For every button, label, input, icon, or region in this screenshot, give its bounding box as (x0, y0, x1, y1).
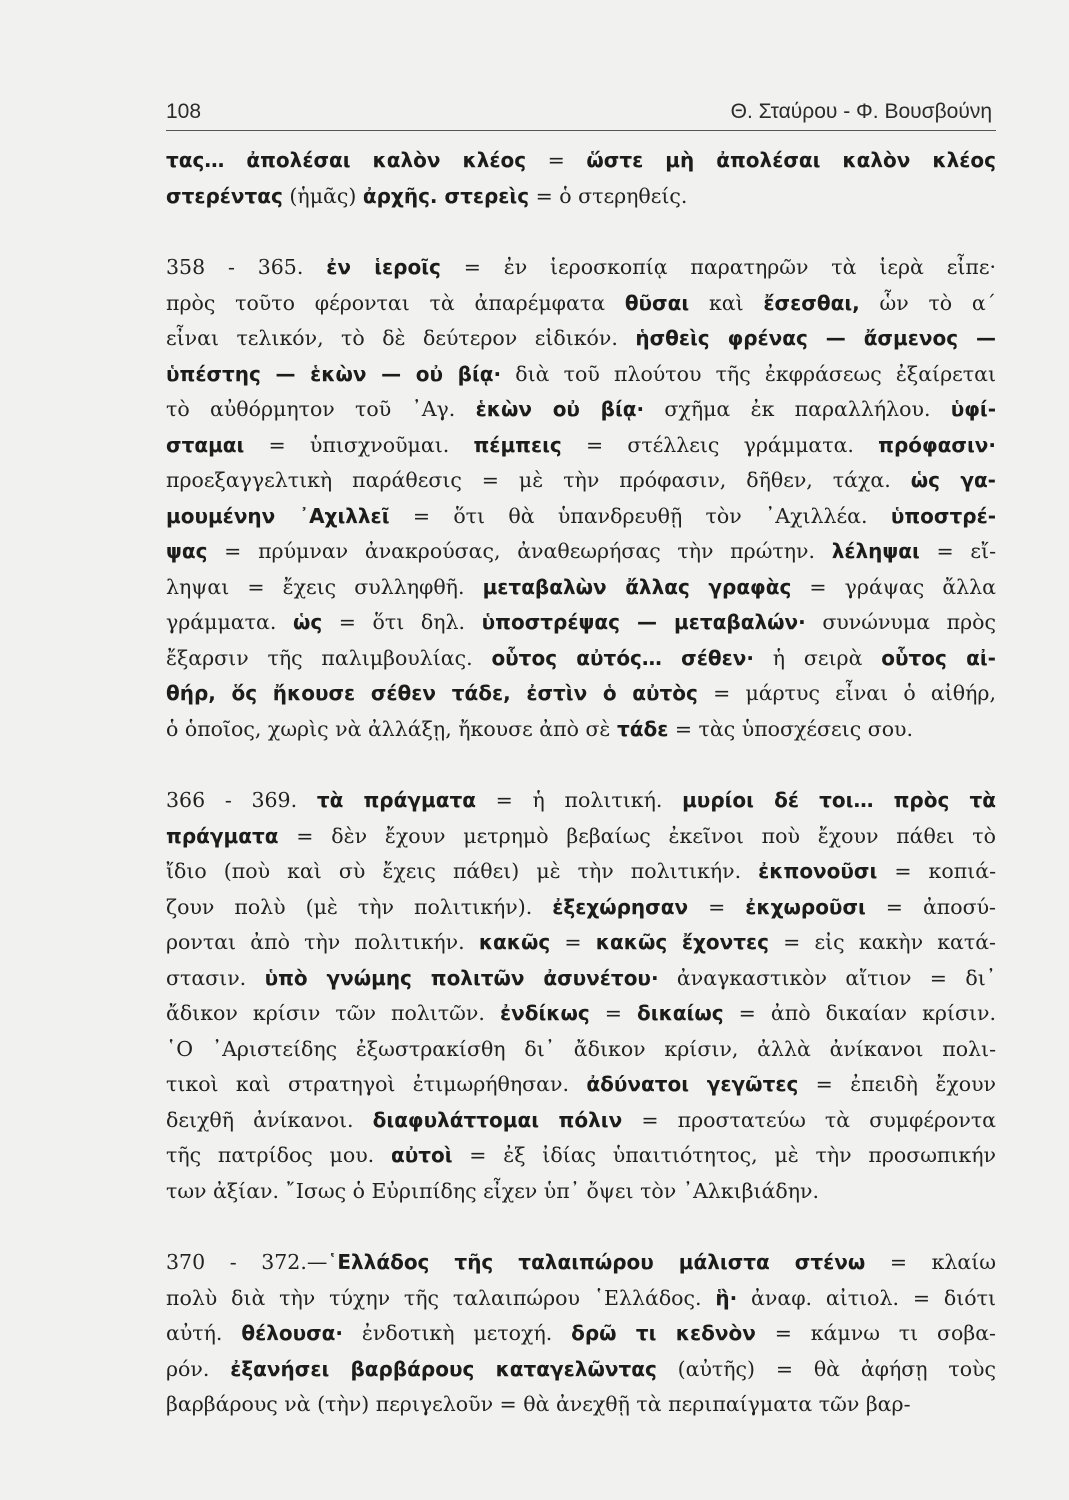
gloss-text: ζουν πολὺ (μὲ τὴν πολιτικήν). (166, 894, 553, 919)
lemma-term: κακῶς ἔχοντες (595, 930, 769, 954)
page-header (166, 92, 996, 132)
lemma-term: ἐξανήσει βαρβάρους καταγελῶντας (230, 1356, 657, 1381)
lemma-term: ἐκπονοῦσι (758, 859, 878, 883)
gloss-text: δειχθῆ ἀνίκανοι. (166, 1107, 373, 1132)
page-number: 108 (166, 100, 202, 123)
lemma-term: ψας (166, 539, 208, 563)
paragraph (166, 1245, 996, 1423)
text-line (166, 1103, 996, 1139)
text-line (166, 143, 996, 179)
gloss-text: συνώνυμα πρὸς (805, 610, 996, 634)
gloss-text: ἡ σειρὰ (753, 645, 882, 670)
gloss-text: = πρύμναν ἀνακρούσας, ἀναθεωρήσας τὴν πρώτην. (207, 539, 832, 563)
text-line (166, 1316, 996, 1352)
gloss-text: = ὅτι δηλ. (322, 610, 482, 634)
lemma-term: ὑπέστης — ἑκὼν — οὐ βίᾳ· (166, 361, 502, 386)
text-line (166, 1245, 996, 1281)
lemma-term: θήρ, ὅς ἤκουσε σέθεν τάδε, ἐστὶν ὁ αὐτὸς (166, 681, 698, 705)
gloss-text: ὧν τὸ α΄ (859, 290, 996, 315)
lemma-term: πέμπεις (473, 432, 562, 457)
gloss-text: = (526, 148, 587, 172)
text-line (166, 1387, 996, 1423)
gloss-text: 358 - 365. (166, 255, 327, 279)
gloss-text: ἄδικον κρίσιν τῶν πολιτῶν. (166, 1001, 500, 1025)
lemma-term: ἀρχῆς. στερεὶς (362, 183, 530, 208)
text-line (166, 286, 996, 322)
text-line (166, 819, 996, 855)
gloss-text: ὁ ὁποῖος, χωρὶς νὰ ἀλλάξῃ, ἤκουσε ἀπὸ σὲ (166, 716, 617, 741)
page-body (166, 143, 996, 1423)
gloss-text: τικοὶ καὶ στρατηγοὶ ἐτιμωρήθησαν. (166, 1072, 587, 1096)
gloss-text: 366 - 369. (166, 788, 317, 812)
gloss-text: = (688, 894, 746, 919)
lemma-term: λέληψαι (831, 539, 920, 563)
text-line (166, 534, 996, 570)
gloss-text: = ὑπισχνοῦμαι. (244, 432, 474, 457)
gloss-text: = ἐπειδὴ ἔχουν (798, 1072, 996, 1096)
lemma-term: πράγματα (166, 823, 279, 848)
lemma-term: ἀδύνατοι γεγῶτες (586, 1072, 799, 1096)
lemma-term: ἣ· (715, 1285, 738, 1310)
paragraph-gap (166, 214, 996, 250)
gloss-text: = μάρτυς εἶναι ὁ αἰθήρ, (697, 681, 996, 705)
gloss-text: ἔξαρσιν τῆς παλιμβουλίας. (166, 645, 492, 670)
lemma-term: σταμαι (166, 432, 245, 457)
gloss-text: = (550, 930, 596, 954)
gloss-text: προεξαγγελτικὴ παράθεσις = μὲ τὴν πρόφασιν, δῆθεν, τάχα. (166, 468, 911, 492)
lemma-term: ἐν ἱεροῖς (326, 255, 441, 279)
gloss-text: καὶ (689, 290, 764, 315)
text-line (166, 641, 996, 677)
gloss-text: διὰ τοῦ πλούτου τῆς ἐκφράσεως ἐξαίρεται (501, 361, 996, 386)
text-line (166, 996, 996, 1032)
lemma-term: μεταβαλὼν ἄλλας γραφὰς (482, 574, 792, 599)
gloss-text: = κοπιά- (877, 859, 996, 883)
gloss-text: ληψαι = ἔχεις συλληφθῆ. (166, 574, 483, 599)
gloss-text: = ὅτι θὰ ὑπανδρευθῇ τὸν ᾿Αχιλλέα. (389, 503, 891, 528)
text-line (166, 570, 996, 606)
lemma-term: στερέντας (166, 183, 283, 208)
text-line (166, 676, 996, 712)
gloss-text: = τὰς ὑποσχέσεις σου. (668, 716, 914, 741)
lemma-term: τάδε (616, 716, 669, 741)
gloss-text: = ἐν ἱεροσκοπίᾳ παρατηρῶν τὰ ἱερὰ εἶπε· (440, 255, 996, 279)
gloss-text: τῆς πατρίδος μου. (166, 1143, 391, 1167)
gloss-text: 370 - 372.— (166, 1250, 328, 1274)
text-line (166, 392, 996, 428)
gloss-text: = ἀπὸ δικαίαν κρίσιν. (723, 1001, 996, 1025)
text-line (166, 428, 996, 464)
text-line (166, 605, 996, 641)
lemma-term: μουμένην ᾿Αχιλλεῖ (166, 503, 390, 528)
lemma-term: κακῶς (478, 930, 551, 954)
lemma-term: οὗτος αἰ- (881, 645, 996, 670)
gloss-text: ῾Ο ᾿Αριστείδης ἐξωστρακίσθη δι᾿ ἄδικον κρίσιν, ἀλλὰ ἀνίκανοι πολι- (166, 1036, 996, 1061)
text-line (166, 499, 996, 535)
lemma-term: ἐνδίκως (499, 1001, 590, 1025)
text-line (166, 1174, 996, 1210)
gloss-text: = προστατεύω τὰ συμφέροντα (622, 1107, 996, 1132)
gloss-text: = εἰς κακὴν κατά- (768, 930, 996, 954)
gloss-text: ἀναφ. αἰτιολ. = διότι (737, 1285, 996, 1310)
lemma-term: αὐτοὶ (390, 1143, 453, 1167)
text-line (166, 321, 996, 357)
gloss-text: = στέλλεις γράμματα. (561, 432, 879, 457)
lemma-term: ῾Ελλάδος τῆς ταλαιπώρου μάλιστα στένω (327, 1250, 866, 1274)
gloss-text: = ὁ στερηθείς. (529, 183, 688, 208)
lemma-term: πρόφασιν· (878, 432, 996, 457)
gloss-text: = ἡ πολιτική. (475, 788, 683, 812)
gloss-text: εἶναι τελικόν, τὸ δὲ δεύτερον εἰδικόν. (166, 326, 636, 350)
lemma-term: δικαίως (637, 1001, 724, 1025)
lemma-term: ὑποστρέψας — μεταβαλών· (481, 610, 806, 634)
gloss-text: ἴδιο (ποὺ καὶ σὺ ἔχεις πάθει) μὲ τὴν πολιτικήν. (166, 859, 759, 883)
paragraph-gap (166, 1209, 996, 1245)
gloss-text: (ἡμᾶς) (282, 183, 363, 208)
gloss-text: βαρβάρους νὰ (τὴν) περιγελοῦν = θὰ ἀνεχθῇ τὰ περιπαίγματα τῶν βαρ- (166, 1392, 911, 1416)
lemma-term: μυρίοι δέ τοι… πρὸς τὰ (682, 788, 996, 812)
lemma-term: ὑποστρέ- (890, 503, 996, 528)
paragraph (166, 250, 996, 747)
lemma-term: ἑκὼν οὐ βίᾳ· (475, 397, 645, 421)
lemma-term: δρῶ τι κεδνὸν (571, 1321, 756, 1345)
gloss-text: = κάμνω τι σοβα- (755, 1321, 996, 1345)
gloss-text: ἀναγκαστικὸν αἴτιον = δι᾿ (658, 965, 996, 990)
paragraph (166, 783, 996, 1209)
lemma-term: ἐξεχώρησαν (552, 894, 689, 919)
text-line (166, 1138, 996, 1174)
gloss-text: = ἐξ ἰδίας ὑπαιτιότητος, μὲ τὴν προσωπικήν (452, 1143, 996, 1167)
paragraph-gap (166, 747, 996, 783)
text-line (166, 1352, 996, 1388)
gloss-text: αὐτή. (166, 1321, 242, 1345)
lemma-term: τὰ πράγματα (316, 788, 476, 812)
text-line (166, 1281, 996, 1317)
gloss-text: ρόν. (166, 1356, 231, 1381)
gloss-text: = (589, 1001, 638, 1025)
gloss-text: πολὺ διὰ τὴν τύχην τῆς ταλαιπώρου ῾Ελλάδος. (166, 1285, 716, 1310)
lemma-term: ὥστε μὴ ἀπολέσαι καλὸν κλέος (586, 148, 996, 172)
text-line (166, 961, 996, 997)
gloss-text: = εἴ- (919, 539, 996, 563)
lemma-term: ἐκχωροῦσι (745, 894, 866, 919)
gloss-text: τὸ αὐθόρμητον τοῦ ᾿Αγ. (166, 397, 476, 421)
text-line (166, 783, 996, 819)
lemma-term: θῦσαι (624, 290, 690, 315)
text-line (166, 890, 996, 926)
gloss-text: των ἀξίαν. ῎Ισως ὁ Εὐριπίδης εἶχεν ὑπ᾿ ὄψει τὸν ᾿Αλκιβιάδην. (166, 1178, 819, 1203)
text-line (166, 712, 996, 748)
gloss-text: = ἀποσύ- (865, 894, 996, 919)
text-line (166, 854, 996, 890)
lemma-term: ἔσεσθαι, (763, 290, 860, 315)
lemma-term: ὡς γα- (910, 468, 996, 492)
text-line (166, 250, 996, 286)
gloss-text: (αὐτῆς) = θὰ ἀφήσῃ τοὺς (656, 1356, 996, 1381)
gloss-text: σχῆμα ἐκ παραλλήλου. (644, 397, 951, 421)
header-rule (166, 130, 996, 131)
gloss-text: ἐνδοτικὴ μετοχή. (343, 1321, 572, 1345)
gloss-text: στασιν. (166, 965, 265, 990)
text-line (166, 179, 996, 215)
running-title: Θ. Σταύρου - Φ. Βουσβούνη (730, 100, 992, 123)
lemma-term: τας… ἀπολέσαι καλὸν κλέος (166, 148, 527, 172)
gloss-text: πρὸς τοῦτο φέρονται τὰ ἀπαρέμφατα (166, 290, 625, 315)
gloss-text: ρονται ἀπὸ τὴν πολιτικήν. (166, 930, 479, 954)
text-line (166, 463, 996, 499)
text-line (166, 1032, 996, 1068)
text-line (166, 1067, 996, 1103)
text-line (166, 925, 996, 961)
lemma-term: ὑπὸ γνώμης πολιτῶν ἀσυνέτου· (264, 965, 659, 990)
lemma-term: ὡς (292, 610, 323, 634)
lemma-term: διαφυλάττομαι πόλιν (372, 1107, 623, 1132)
lemma-term: ὑφί- (950, 397, 996, 421)
gloss-text: γράμματα. (166, 610, 293, 634)
gloss-text: = γράψας ἄλλα (791, 574, 996, 599)
paragraph (166, 143, 996, 214)
lemma-term: οὗτος αὐτός… σέθεν· (491, 645, 754, 670)
gloss-text: = δὲν ἔχουν μετρημὸ βεβαίως ἐκεῖνοι ποὺ ἔχουν πάθει τὸ (278, 823, 996, 848)
gloss-text: = κλαίω (865, 1250, 996, 1274)
text-line (166, 357, 996, 393)
lemma-term: θέλουσα· (241, 1321, 344, 1345)
lemma-term: ἡσθεὶς φρένας — ἄσμενος — (635, 326, 996, 350)
